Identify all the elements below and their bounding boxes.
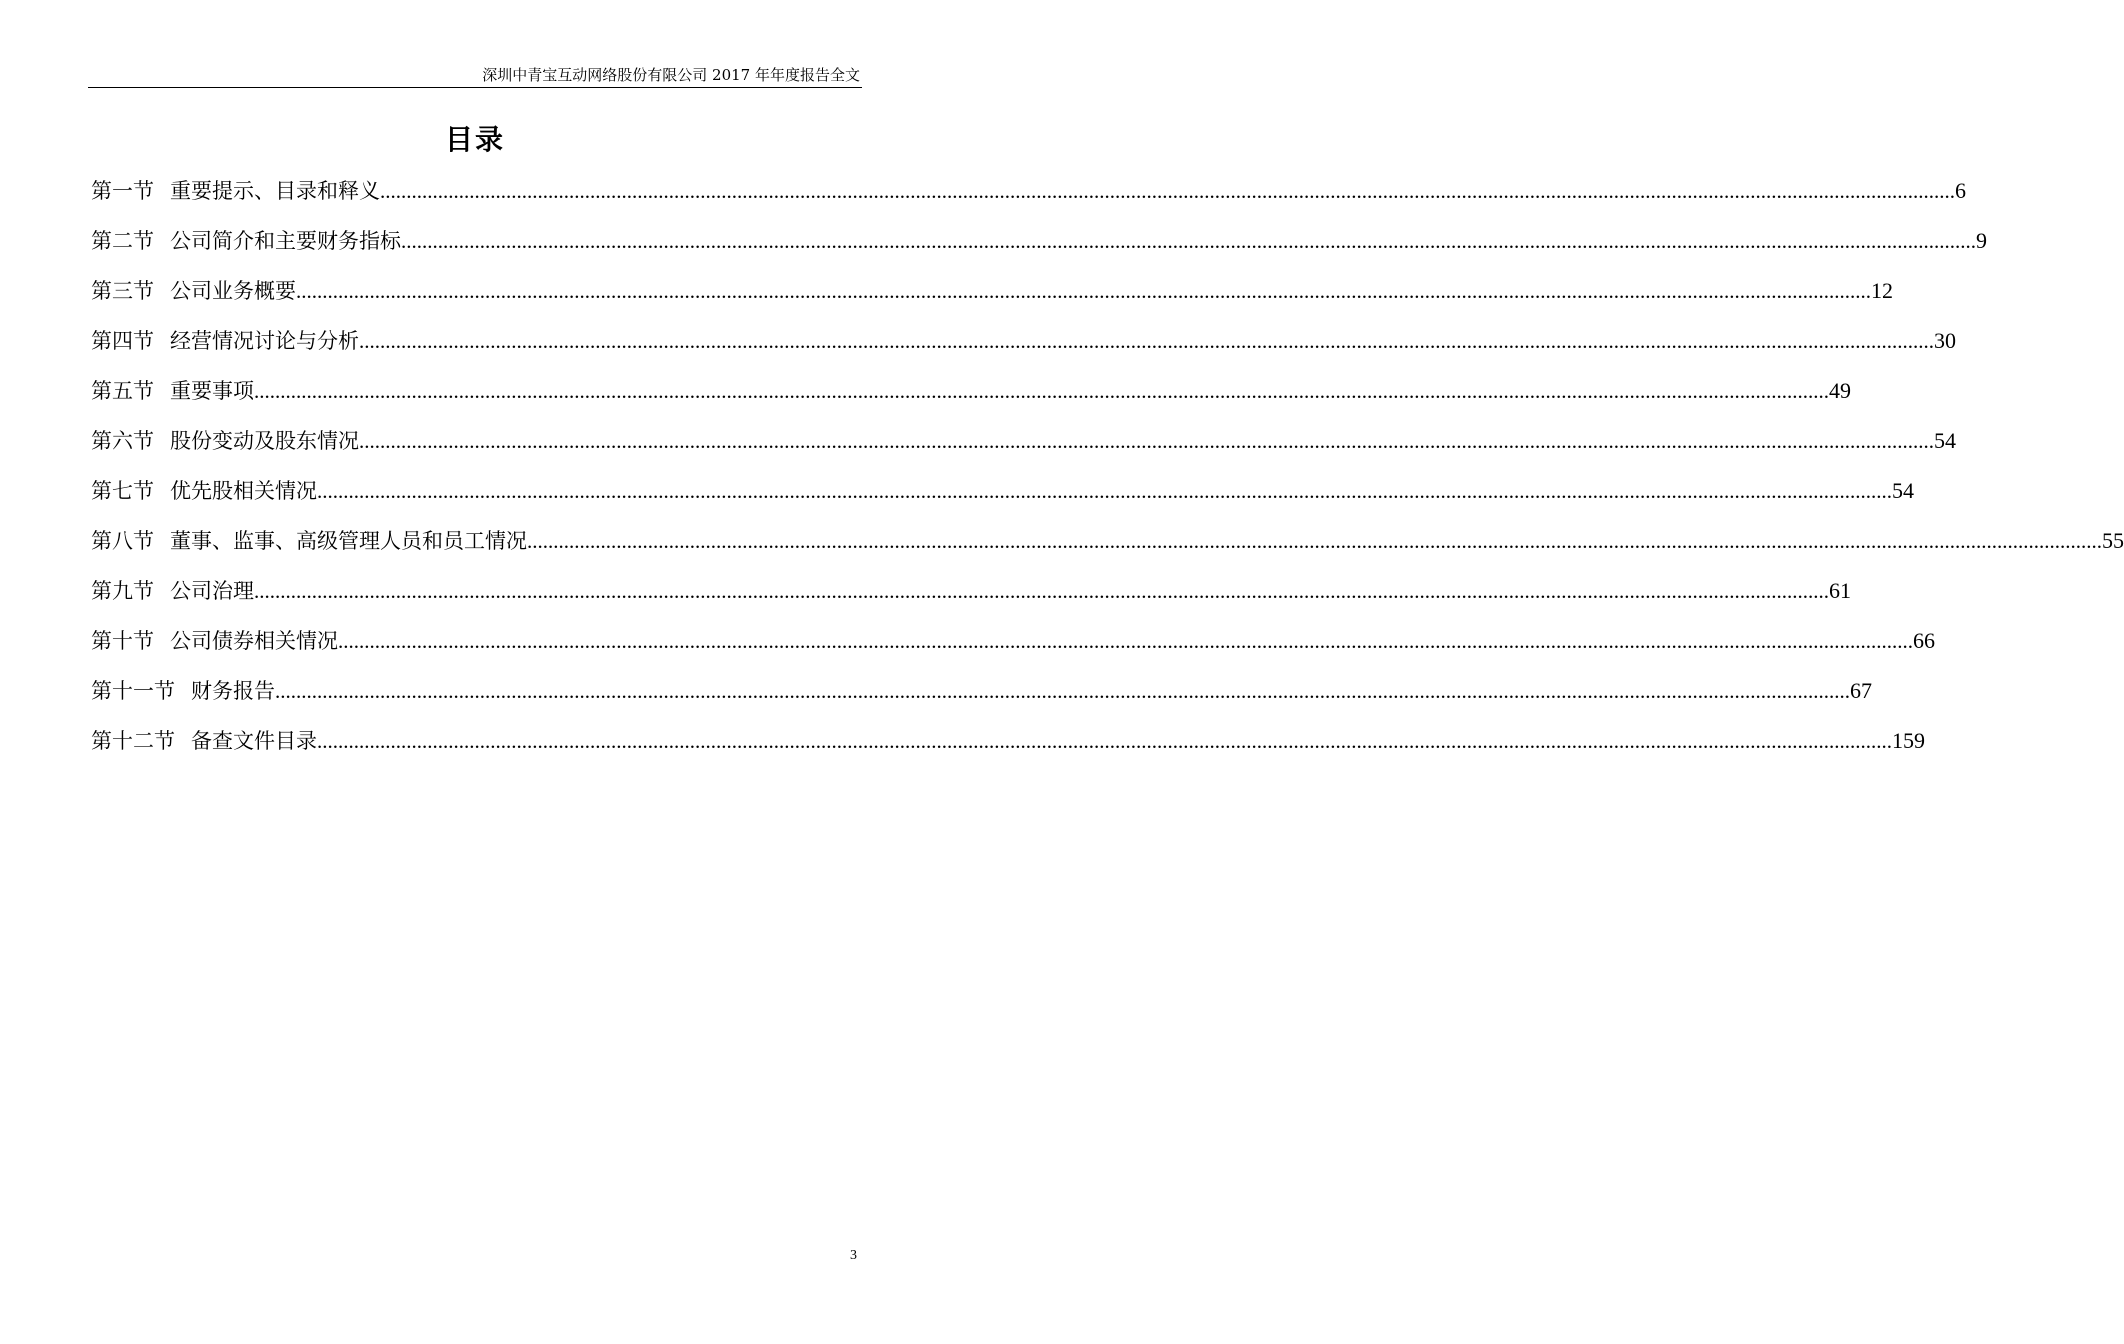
toc-entry-title: 重要提示、目录和释义	[170, 179, 380, 203]
toc-entry[interactable]	[91, 616, 1935, 666]
toc-entry-page: 54	[1892, 478, 1914, 503]
toc-entry-page: 67	[1850, 678, 1872, 703]
toc-leader-dots: ............................................................................................................................................................................................................................................................................................................	[380, 179, 1955, 203]
toc-entry[interactable]	[91, 516, 2124, 566]
toc-entry-section: 第五节	[91, 379, 154, 403]
toc-entry-section: 第一节	[91, 179, 154, 203]
toc-entry-section: 第三节	[91, 279, 154, 303]
toc-entry-title: 股份变动及股东情况	[170, 429, 359, 453]
toc-entry[interactable]	[91, 466, 1914, 516]
toc-entry-page: 66	[1913, 628, 1935, 653]
toc-entry-page: 54	[1934, 428, 1956, 453]
page-number: 3	[850, 1248, 857, 1263]
toc-entry-title: 公司简介和主要财务指标	[170, 229, 401, 253]
toc-leader-dots: ............................................................................................................................................................................................................................................................................................................	[317, 729, 1892, 753]
toc-entry-section: 第四节	[91, 329, 154, 353]
header-divider	[88, 87, 862, 88]
toc-entry-page: 6	[1955, 178, 1966, 203]
toc-leader-dots: ............................................................................................................................................................................................................................................................................................................	[254, 579, 1829, 603]
toc-entry-title: 董事、监事、高级管理人员和员工情况	[170, 529, 527, 553]
toc-entry-section: 第八节	[91, 529, 154, 553]
toc-entry[interactable]	[91, 566, 1851, 616]
toc-entry[interactable]	[91, 216, 1987, 266]
toc-entry[interactable]	[91, 266, 1893, 316]
toc-entry[interactable]	[91, 166, 1966, 216]
toc-leader-dots: ............................................................................................................................................................................................................................................................................................................	[359, 329, 1934, 353]
toc-entry-title: 公司治理	[170, 579, 254, 603]
toc-leader-dots: ............................................................................................................................................................................................................................................................................................................	[317, 479, 1892, 503]
toc-entry-section: 第九节	[91, 579, 154, 603]
toc-entry-page: 12	[1871, 278, 1893, 303]
toc-entry-title: 重要事项	[170, 379, 254, 403]
toc-entry[interactable]	[91, 316, 1956, 366]
document-header: 深圳中青宝互动网络股份有限公司 2017 年年度报告全文	[482, 66, 860, 84]
toc-entry[interactable]	[91, 716, 1925, 766]
toc-leader-dots: ............................................................................................................................................................................................................................................................................................................	[275, 679, 1850, 703]
toc-entry-title: 经营情况讨论与分析	[170, 329, 359, 353]
toc-leader-dots: ............................................................................................................................................................................................................................................................................................................	[254, 379, 1829, 403]
toc-entry-title: 财务报告	[191, 679, 275, 703]
toc-entry-page: 49	[1829, 378, 1851, 403]
toc-entry[interactable]	[91, 416, 1956, 466]
toc-title: 目录	[444, 123, 505, 156]
toc-entry-section: 第十节	[91, 629, 154, 653]
toc-entry-page: 30	[1934, 328, 1956, 353]
toc-entry-title: 优先股相关情况	[170, 479, 317, 503]
toc-entry-title: 备查文件目录	[191, 729, 317, 753]
toc-entry-section: 第十一节	[91, 679, 175, 703]
toc-leader-dots: ............................................................................................................................................................................................................................................................................................................	[401, 229, 1976, 253]
toc-entry-title: 公司债券相关情况	[170, 629, 338, 653]
toc-entry[interactable]	[91, 366, 1851, 416]
toc-leader-dots: ............................................................................................................................................................................................................................................................................................................	[338, 629, 1913, 653]
table-of-contents	[91, 166, 2124, 766]
toc-leader-dots: ............................................................................................................................................................................................................................................................................................................	[527, 529, 2102, 553]
toc-entry-page: 61	[1829, 578, 1851, 603]
toc-entry-page: 9	[1976, 228, 1987, 253]
toc-entry-title: 公司业务概要	[170, 279, 296, 303]
toc-entry[interactable]	[91, 666, 1872, 716]
toc-leader-dots: ............................................................................................................................................................................................................................................................................................................	[359, 429, 1934, 453]
toc-entry-page: 55	[2102, 528, 2124, 553]
toc-entry-section: 第二节	[91, 229, 154, 253]
toc-entry-section: 第六节	[91, 429, 154, 453]
toc-entry-section: 第七节	[91, 479, 154, 503]
toc-entry-section: 第十二节	[91, 729, 175, 753]
toc-entry-page: 159	[1892, 728, 1925, 753]
toc-leader-dots: ............................................................................................................................................................................................................................................................................................................	[296, 279, 1871, 303]
